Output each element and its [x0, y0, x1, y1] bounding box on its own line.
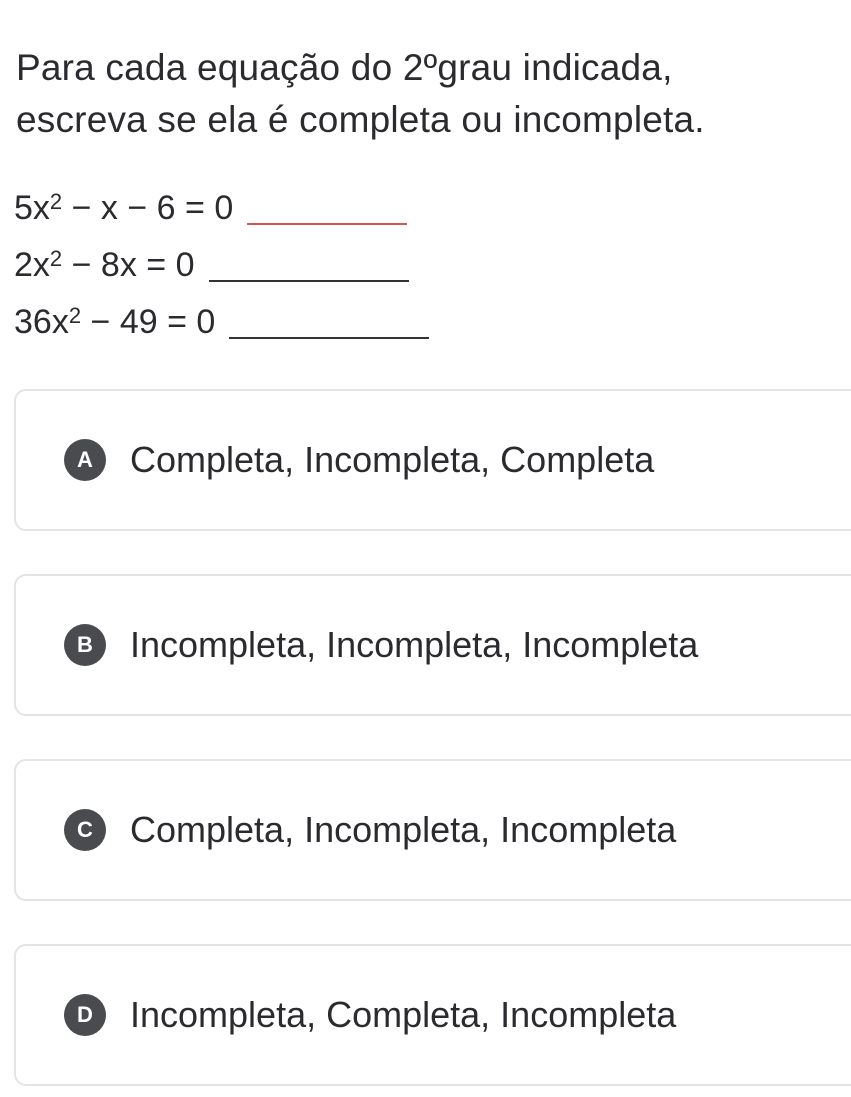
question-text [16, 42, 836, 146]
equation-1 [14, 188, 407, 228]
option-a-letter-badge: A [64, 439, 106, 481]
option-d-letter-badge: D [64, 994, 106, 1036]
option-d[interactable] [14, 944, 851, 1086]
equation-3-exponent: 2 [68, 303, 82, 328]
answer-blank-2[interactable] [209, 280, 409, 282]
equation-2-exponent: 2 [49, 246, 63, 271]
answer-blank-1[interactable] [247, 223, 407, 225]
equation-2 [14, 245, 409, 285]
option-c[interactable] [14, 759, 851, 901]
equation-3-rest: − 49 = 0 [81, 303, 216, 341]
option-b-letter-badge: B [64, 624, 106, 666]
equation-2-term: 2x [14, 246, 50, 284]
equation-1-exponent: 2 [49, 189, 63, 214]
question-line-1: Para cada equação do 2ºgrau indicada, [16, 47, 673, 88]
option-b-text: Incompleta, Incompleta, Incompleta [130, 624, 699, 665]
option-c-letter-badge: C [64, 809, 106, 851]
option-a-text: Completa, Incompleta, Completa [130, 439, 655, 480]
answer-blank-3[interactable] [229, 337, 429, 339]
question-line-2: escreva se ela é completa ou incompleta. [16, 99, 705, 140]
equation-3-term: 36x [14, 303, 69, 341]
option-c-text: Completa, Incompleta, Incompleta [130, 809, 677, 850]
option-a[interactable] [14, 389, 851, 531]
equation-3 [14, 302, 429, 342]
equation-1-rest: − x − 6 = 0 [62, 189, 234, 227]
option-d-text: Incompleta, Completa, Incompleta [130, 994, 677, 1035]
equation-2-rest: − 8x = 0 [62, 246, 195, 284]
equation-1-term: 5x [14, 189, 50, 227]
option-b[interactable] [14, 574, 851, 716]
